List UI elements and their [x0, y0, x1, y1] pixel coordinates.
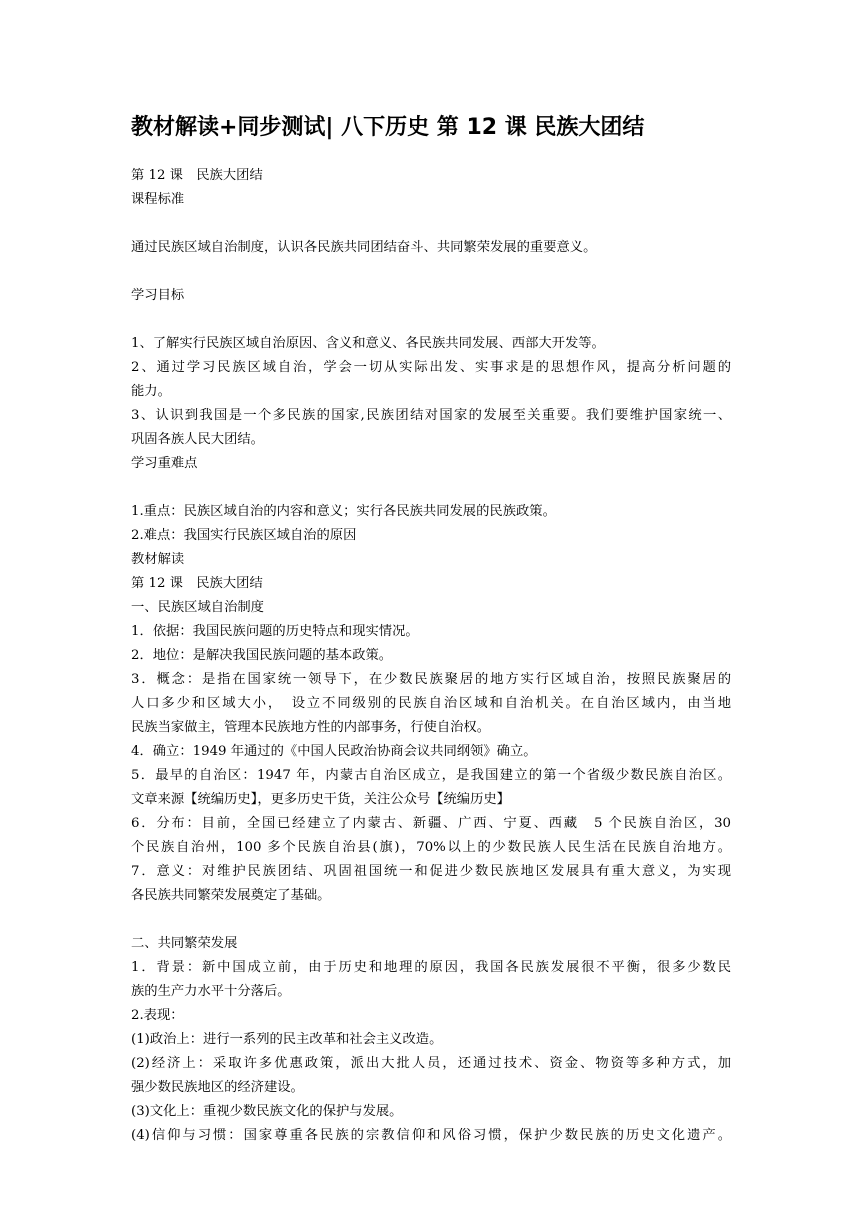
blank-line	[131, 308, 731, 332]
paragraph-line: 2．地位：是解决我国民族问题的基本政策。	[131, 648, 393, 663]
paragraph-line: 民族当家做主，管理本民族地方性的内部事务，行使自治权。	[131, 720, 491, 735]
paragraph-line: 族的生产力水平十分落后。	[131, 984, 291, 999]
paragraph-line: 强少数民族地区的经济建设。	[131, 1080, 304, 1095]
paragraph-line: 4．确立：1949 年通过的《中国人民政治协商会议共同纲领》确立。	[131, 744, 537, 759]
paragraph-line: 2、通过学习民族区域自治，学会一切从实际出发、实事求是的思想作风，提高分析问题的	[131, 360, 731, 375]
paragraph-line: 能力。	[131, 384, 171, 399]
document-title: 教材解读+同步测试| 八下历史 第 12 课 民族大团结	[131, 115, 645, 140]
section-heading: 学习重难点	[131, 456, 198, 471]
paragraph-line: (3)文化上：重视少数民族文化的保护与发展。	[131, 1104, 403, 1119]
paragraph-line: 1、了解实行民族区域自治原因、含义和意义、各民族共同发展、西部大开发等。	[131, 336, 605, 351]
paragraph-line: (2)经济上：采取许多优惠政策，派出大批人员，还通过技术、资金、物资等多种方式，加	[131, 1056, 731, 1071]
paragraph-line: 3、认识到我国是一个多民族的国家,民族团结对国家的发展至关重要。我们要维护国家统一、	[131, 408, 731, 423]
paragraph-line: 各民族共同繁荣发展奠定了基础。	[131, 888, 331, 903]
paragraph-line: 1.重点：民族区域自治的内容和意义；实行各民族共同发展的民族政策。	[131, 504, 556, 519]
source-note: 文章来源【统编历史】，更多历史干货，关注公众号【统编历史】	[131, 792, 510, 807]
paragraph-line: (1)政治上：进行一系列的民主改革和社会主义改造。	[131, 1032, 443, 1047]
document-body	[131, 164, 731, 1148]
blank-line	[131, 212, 731, 236]
paragraph-line: 7．意义：对维护民族团结、巩固祖国统一和促进少数民族地区发展具有重大意义，为实现	[131, 864, 731, 879]
section-heading: 二、共同繁荣发展	[131, 936, 238, 951]
paragraph-line: 3．概念：是指在国家统一领导下，在少数民族聚居的地方实行区域自治，按照民族聚居的	[131, 672, 731, 687]
paragraph-line: 个民族自治州，100 多个民族自治县(旗)，70%以上的少数民族人民生活在民族自治地方。	[131, 840, 731, 855]
lesson-heading: 第 12 课 民族大团结	[131, 576, 263, 591]
paragraph-line: 5．最早的自治区：1947 年，内蒙古自治区成立，是我国建立的第一个省级少数民族自治区。	[131, 768, 731, 783]
section-heading: 学习目标	[131, 288, 185, 303]
blank-line	[131, 908, 731, 932]
paragraph-line: (4)信仰与习惯：国家尊重各民族的宗教信仰和风俗习惯，保护少数民族的历史文化遗产。	[131, 1128, 731, 1143]
paragraph-line: 1．依据：我国民族问题的历史特点和现实情况。	[131, 624, 419, 639]
section-heading: 课程标准	[131, 192, 185, 207]
section-heading: 教材解读	[131, 552, 185, 567]
paragraph-line: 6．分布：目前，全国已经建立了内蒙古、新疆、广西、宁夏、西藏 5 个民族自治区，30	[131, 816, 731, 831]
section-heading: 一、民族区域自治制度	[131, 600, 264, 615]
paragraph-line: 2.表现：	[131, 1008, 184, 1023]
paragraph-line: 人口多少和区域大小， 设立不同级别的民族自治区域和自治机关。在自治区域内，由当地	[131, 696, 731, 711]
paragraph-line: 1．背景：新中国成立前，由于历史和地理的原因，我国各民族发展很不平衡，很多少数民	[131, 960, 731, 975]
paragraph-line: 2.难点：我国实行民族区域自治的原因	[131, 528, 357, 543]
paragraph-line: 通过民族区域自治制度，认识各民族共同团结奋斗、共同繁荣发展的重要意义。	[131, 240, 597, 255]
blank-line	[131, 260, 731, 284]
blank-line	[131, 476, 731, 500]
paragraph-line: 巩固各族人民大团结。	[131, 432, 264, 447]
lesson-heading: 第 12 课 民族大团结	[131, 168, 263, 183]
